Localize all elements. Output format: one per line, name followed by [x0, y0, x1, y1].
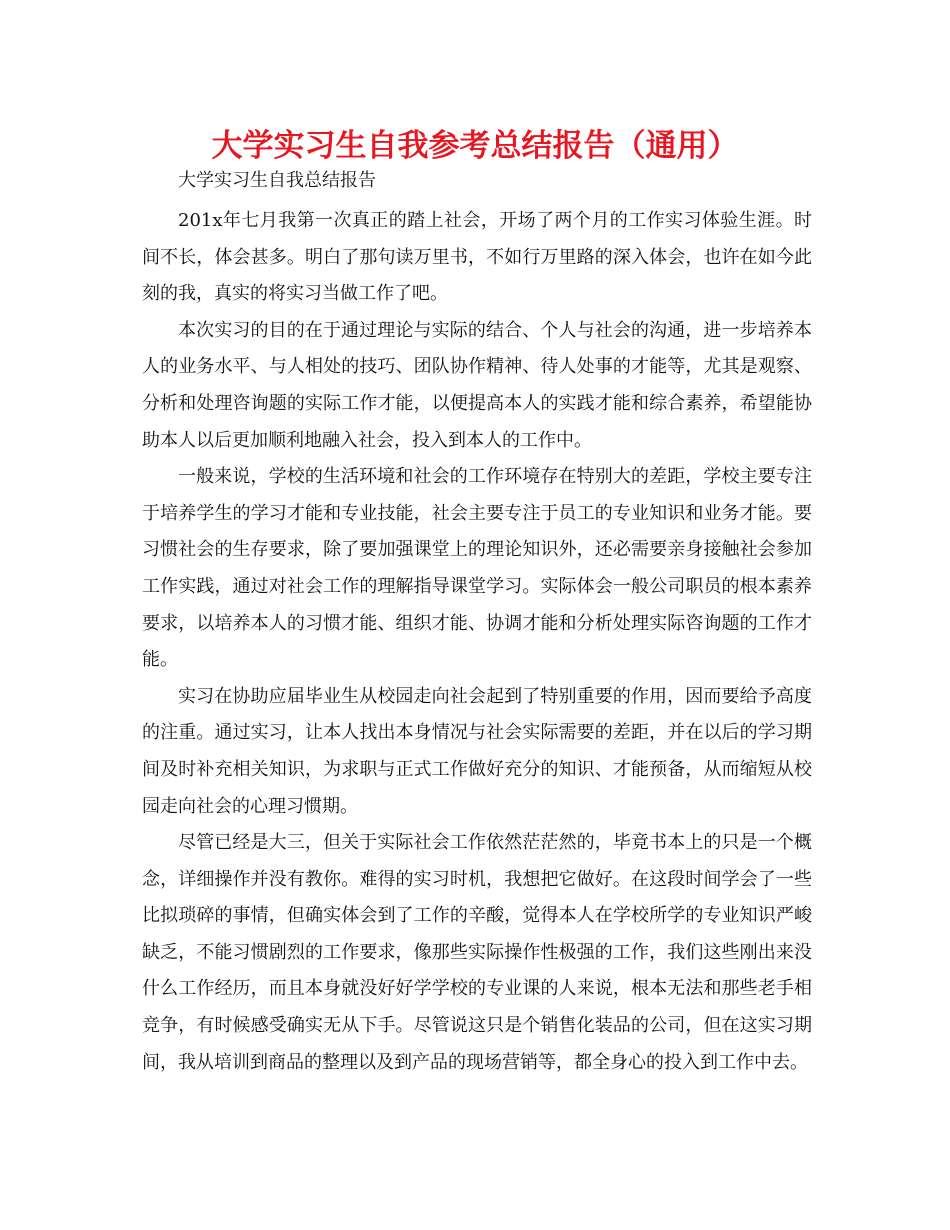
paragraph: 实习在协助应届毕业生从校园走向社会起到了特别重要的作用，因而要给予高度的注重。通过实习，让本人找出本身情况与社会实际需要的差距，并在以后的学习期间及时补充相关知识，为求职与正式工作做好充分的知识、才能预备，从而缩短从校园走向社会的心理习惯期。 — [142, 685, 812, 817]
paragraph: 本次实习的目的在于通过理论与实际的结合、个人与社会的沟通，进一步培养本人的业务水平、与人相处的技巧、团队协作精神、待人处事的才能等，尤其是观察、分析和处理咨询题的实际工作才能，以便提高本人的实践才能和综合素养，希望能协助本人以后更加顺利地融入社会，投入到本人的工作中。 — [142, 319, 812, 451]
paragraph: 尽管已经是大三，但关于实际社会工作依然茫茫然的，毕竟书本上的只是一个概念，详细操作并没有教你。难得的实习时机，我想把它做好。在这段时间学会了一些比拟琐碎的事情，但确实体会到了工作的辛酸，觉得本人在学校所学的专业知识严峻缺乏，不能习惯剧烈的工作要求，像那些实际操作性极强的工作，我们这些刚出来没什么工作经历，而且本身就没好好学学校的专业课的人来说，根本无法和那些老手相竞争，有时候感受确实无从下手。尽管说这只是个销售化装品的公司，但在这实习期间，我从培训到商品的整理以及到产品的现场营销等，都全身心的投入到工作中去。 — [142, 832, 812, 1073]
document-subtitle: 大学实习生自我总结报告 — [178, 170, 376, 191]
document-title: 大学实习生自我参考总结报告（通用） — [211, 128, 739, 164]
paragraph: 201x年七月我第一次真正的踏上社会，开场了两个月的工作实习体验生涯。时间不长，体会甚多。明白了那句读万里书，不如行万里路的深入体会，也许在如今此刻的我，真实的将实习当做工作了吧。 — [142, 210, 812, 305]
paragraph: 一般来说，学校的生活环境和社会的工作环境存在特别大的差距，学校主要专注于培养学生的学习才能和专业技能，社会主要专注于员工的专业知识和业务才能。要习惯社会的生存要求，除了要加强课堂上的理论知识外，还必需要亲身接触社会参加工作实践，通过对社会工作的理解指导课堂学习。实际体会一般公司职员的根本素养要求，以培养本人的习惯才能、组织才能、协调才能和分析处理实际咨询题的工作才能。 — [142, 466, 812, 671]
document-body — [142, 203, 812, 1081]
